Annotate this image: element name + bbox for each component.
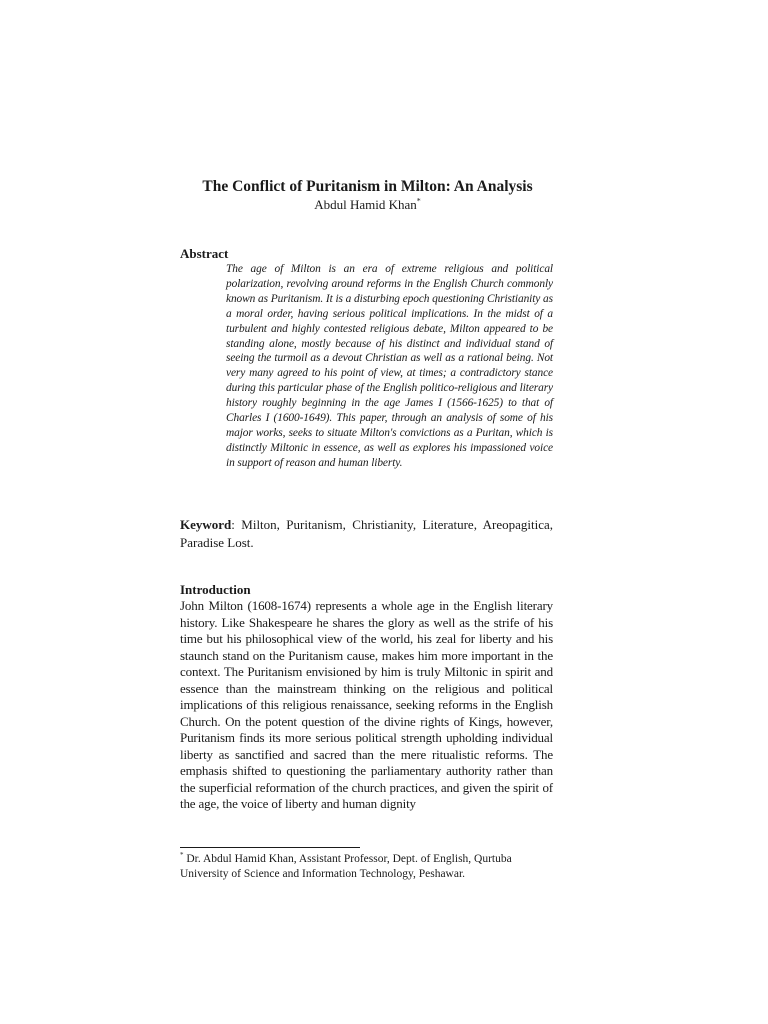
footnote — [180, 852, 553, 882]
keywords-label: Keyword — [180, 517, 232, 532]
introduction-text: John Milton (1608-1674) represents a whole age in the English literary history. Like Shakespeare he shares the glory as well as the strife of his time but his philosophical view of the world, his zeal for liberty and his staunch stand on the Puritanism cause, makes him more important in the context. The Puritanism envisioned by him is truly Miltonic in spirit and essence than the mainstream thinking on the religious and political implications of this religious renaissance, seeking reforms in the English Church. On the potent question of the divine rights of Kings, however, Puritanism finds its more serious political strength upholding individual liberty as sanctified and sacred than the mere ritualistic reforms. The emphasis shifted to questioning the parliamentary authority rather than the superficial reformation of the church practices, and given the spirit of the age, the voice of liberty and human dignity — [180, 598, 553, 811]
abstract-text: The age of Milton is an era of extreme religious and political polarization, revolving around reforms in the English Church commonly known as Puritanism. It is a disturbing epoch questioning Christianity as a moral order, having serious political implications. In the midst of a turbulent and highly contested religious debate, Milton appeared to be standing alone, mostly because of his distinct and individual stand of seeing the turmoil as a devout Christian as well as a rational being. Not very many agreed to his point of view, at times; a contradictory stance during this particular phase of the English politico-religious and literary history roughly beginning in the age James I (1566-1625) to that of Charles I (1600-1649). This paper, through an analysis of some of his major works, seeks to situate Milton's convictions as a Puritan, which is distinctly Miltonic in essence, as well as explores his impassioned voice in support of reason and human liberty. — [226, 263, 553, 469]
footnote-divider — [180, 847, 360, 848]
author-line — [180, 196, 555, 213]
paper-title: The Conflict of Puritanism in Milton: An Analysis — [202, 178, 533, 195]
introduction-heading: Introduction — [180, 582, 251, 597]
keywords-list: : Milton, Puritanism, Christianity, Literature, Areopagitica, Paradise Lost. — [180, 517, 553, 550]
abstract-heading: Abstract — [180, 246, 229, 261]
footnote-mark: * — [180, 851, 184, 860]
author-name: Abdul Hamid Khan — [314, 197, 417, 212]
footnote-text: Dr. Abdul Hamid Khan, Assistant Professor, Dept. of English, Qurtuba University of Science and Information Technology, Peshawar. — [180, 853, 512, 880]
keywords-paragraph — [180, 516, 553, 551]
author-footnote-mark: * — [416, 196, 421, 206]
